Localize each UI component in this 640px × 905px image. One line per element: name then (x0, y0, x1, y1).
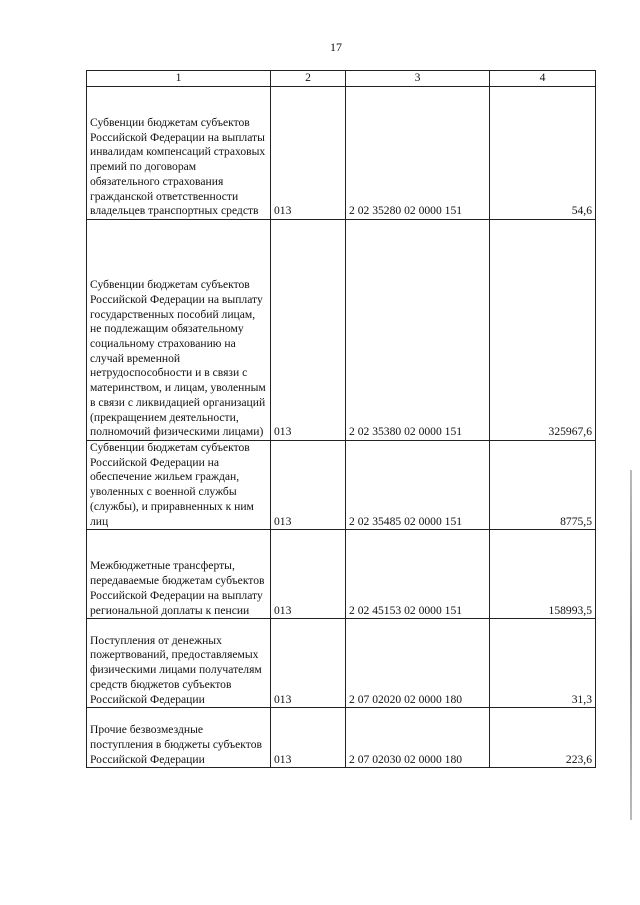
administrator-code: 013 (271, 87, 346, 220)
administrator-code: 013 (271, 708, 346, 768)
budget-classification-code: 2 02 45153 02 0000 151 (346, 530, 490, 619)
page-number: 17 (330, 40, 342, 54)
budget-classification-code: 2 07 02030 02 0000 180 (346, 708, 490, 768)
revenue-description: Субвенции бюджетам субъектов Российской Федерации на выплату государственных пособий лицам, не подлежащим обязательному социальному страхованию на случай временной нетрудоспособности и в связи с материнством, и лицам, уволенным в связи с ликвидацией организаций (прекращением деятельности, полномочий физическими лицами) (87, 220, 271, 441)
table-row (87, 530, 596, 619)
administrator-code: 013 (271, 441, 346, 530)
column-header-3: 3 (346, 71, 490, 87)
table-row (87, 619, 596, 708)
table-row (87, 220, 596, 441)
table-header (87, 71, 596, 87)
table-row (87, 441, 596, 530)
table-row (87, 708, 596, 768)
column-header-2: 2 (271, 71, 346, 87)
amount: 325967,6 (490, 220, 596, 441)
revenue-description: Межбюджетные трансферты, передаваемые бюджетам субъектов Российской Федерации на выплату региональной доплаты к пенсии (87, 530, 271, 619)
revenue-description: Субвенции бюджетам субъектов Российской Федерации на выплаты инвалидам компенсаций страховых премий по договорам обязательного страхования гражданской ответственности владельцев транспортных средств (87, 87, 271, 220)
revenue-description: Субвенции бюджетам субъектов Российской Федерации на обеспечение жильем граждан, уволенных с военной службы (службы), и приравненных к ним лиц (87, 441, 271, 530)
column-header-4: 4 (490, 71, 596, 87)
administrator-code: 013 (271, 220, 346, 441)
amount: 8775,5 (490, 441, 596, 530)
budget-classification-code: 2 02 35280 02 0000 151 (346, 87, 490, 220)
administrator-code: 013 (271, 619, 346, 708)
budget-classification-code: 2 07 02020 02 0000 180 (346, 619, 490, 708)
administrator-code: 013 (271, 530, 346, 619)
column-header-1: 1 (87, 71, 271, 87)
table-row (87, 87, 596, 220)
revenue-description: Прочие безвозмездные поступления в бюджеты субъектов Российской Федерации (87, 708, 271, 768)
amount: 31,3 (490, 619, 596, 708)
scan-edge-mark (630, 470, 632, 820)
budget-classification-code: 2 02 35380 02 0000 151 (346, 220, 490, 441)
budget-classification-code: 2 02 35485 02 0000 151 (346, 441, 490, 530)
amount: 223,6 (490, 708, 596, 768)
revenue-table (86, 70, 596, 768)
amount: 158993,5 (490, 530, 596, 619)
revenue-description: Поступления от денежных пожертвований, предоставляемых физическими лицами получателям средств бюджетов субъектов Российской Федерации (87, 619, 271, 708)
amount: 54,6 (490, 87, 596, 220)
